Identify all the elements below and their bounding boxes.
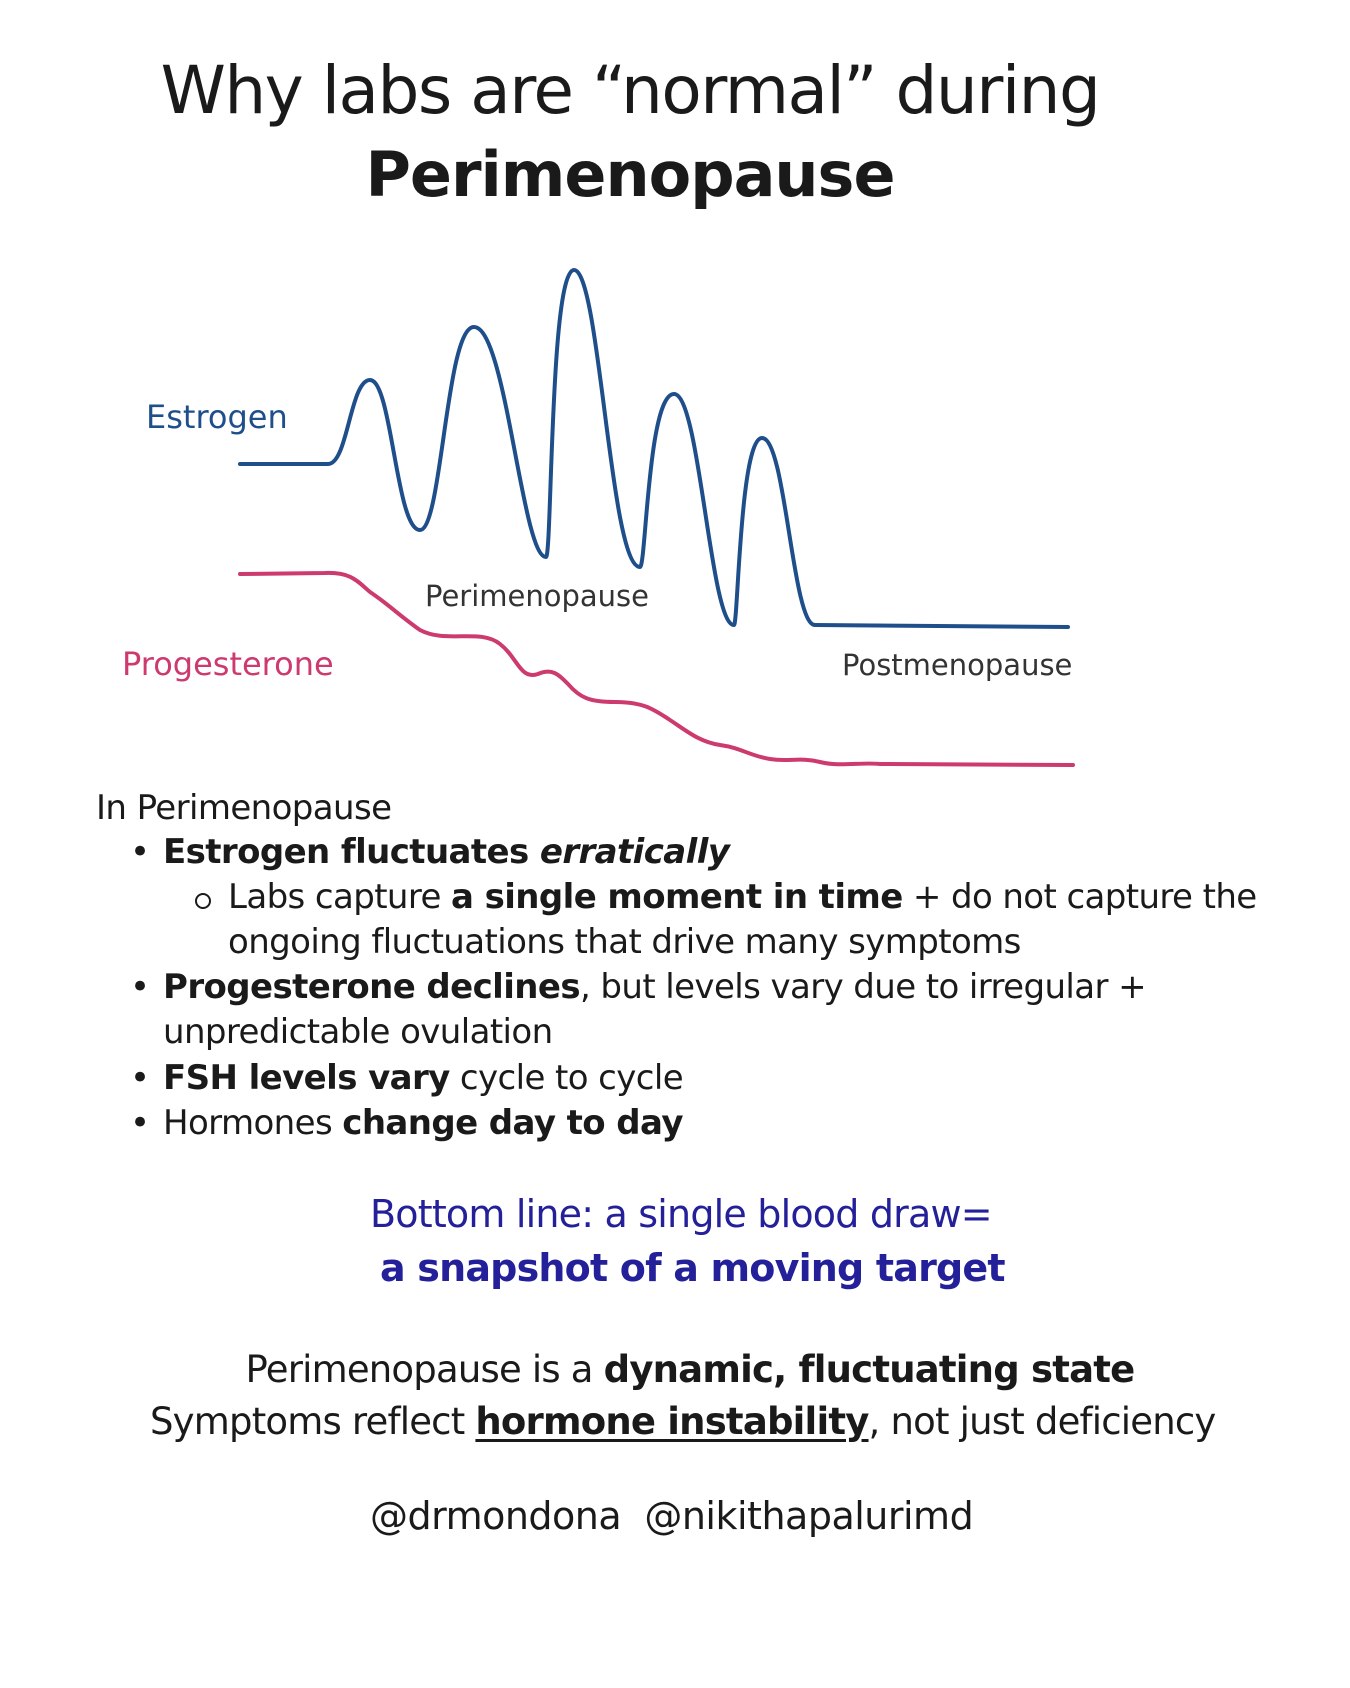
handle-nikithapalurimd: @nikithapalurimd <box>644 1494 974 1538</box>
bullet-fsh: FSH levels vary cycle to cycle <box>163 1058 684 1098</box>
bullet-dot: • <box>130 967 151 1007</box>
bottom-line-emphasis: a snapshot of a moving target <box>380 1246 1005 1290</box>
bottom-line-text: Bottom line: a single blood draw= <box>370 1192 992 1236</box>
intro-text: In Perimenopause <box>96 788 392 828</box>
postmenopause-label: Postmenopause <box>842 648 1073 682</box>
progesterone-label: Progesterone <box>122 645 334 683</box>
bullet-hormones: Hormones change day to day <box>163 1103 683 1143</box>
bullet-estrogen: Estrogen fluctuates erratically <box>163 832 730 872</box>
bullet-dot: • <box>130 832 151 872</box>
summary-line2: Symptoms reflect hormone instability, not just deficiency <box>150 1400 1216 1443</box>
author-handles <box>370 1494 974 1538</box>
bullet-progesterone-line2: unpredictable ovulation <box>163 1012 553 1052</box>
sub-bullet-labs-line2: ongoing fluctuations that drive many symptoms <box>228 922 1021 962</box>
bullet-dot: • <box>130 1103 151 1143</box>
page-title-line2: Perimenopause <box>365 138 895 211</box>
bullet-dot: • <box>130 1058 151 1098</box>
perimenopause-label: Perimenopause <box>425 579 649 613</box>
estrogen-label: Estrogen <box>146 398 288 436</box>
hormone-diagram <box>70 212 1155 832</box>
summary-line1: Perimenopause is a dynamic, fluctuating state <box>245 1348 1135 1391</box>
handle-drmondona: @drmondona <box>370 1494 622 1538</box>
page-title-line1: Why labs are “normal” during <box>160 52 1100 129</box>
estrogen-curve <box>240 270 1068 627</box>
sub-bullet-labs: Labs capture a single moment in time + do not capture the <box>228 877 1257 917</box>
sub-bullet-circle <box>195 893 211 909</box>
bullet-progesterone: Progesterone declines, but levels vary due to irregular + <box>163 967 1146 1007</box>
